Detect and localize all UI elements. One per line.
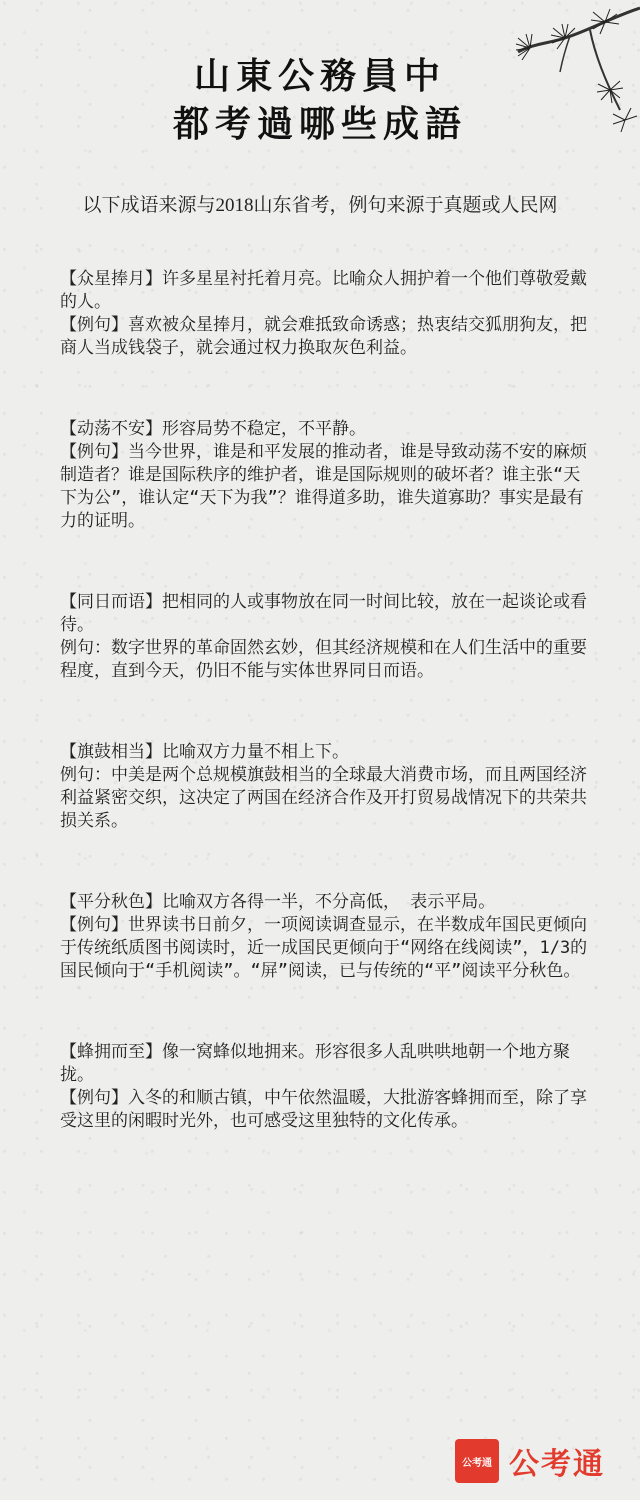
idiom-entry (60, 591, 590, 683)
idiom-entry (60, 891, 590, 983)
idiom-entry (60, 268, 590, 360)
idiom-entry (60, 418, 590, 533)
idiom-entry (60, 741, 590, 833)
title-line-1: 山東公務員中 (193, 55, 446, 97)
idiom-example: 例句：数字世界的革命固然玄妙，但其经济规模和在人们生活中的重要程度，直到今天，仍旧不能与实体世界同日而语。 (60, 638, 587, 681)
idiom-entry (60, 1041, 590, 1133)
intro-text: 以下成语来源与2018山东省考，例句来源于真题或人民网 (82, 195, 558, 216)
idiom-list (60, 268, 590, 1133)
idiom-example: 例句：中美是两个总规模旗鼓相当的全球最大消费市场，而且两国经济利益紧密交织，这决定了两国在经济合作及开打贸易战情况下的共荣共损关系。 (60, 765, 587, 831)
idiom-definition: 【动荡不安】形容局势不稳定，不平静。 (60, 419, 366, 439)
idiom-example: 【例句】世界读书日前夕，一项阅读调查显示，在半数成年国民更倾向于传统纸质图书阅读时，近一成国民更倾向于“网络在线阅读”，1/3的国民倾向于“手机阅读”。“屏”阅读，已与传统的“平”阅读平分秋色。 (60, 915, 588, 981)
idiom-definition: 【同日而语】把相同的人或事物放在同一时间比较，放在一起谈论或看待。 (60, 592, 587, 635)
idiom-definition: 【众星捧月】许多星星衬托着月亮。比喻众人拥护着一个他们尊敬爱戴的人。 (60, 269, 587, 312)
idiom-definition: 【平分秋色】比喻双方各得一半，不分高低， 表示平局。 (60, 892, 496, 912)
logo-badge-icon: 公考通 (455, 1439, 499, 1483)
idiom-example: 【例句】喜欢被众星捧月，就会难抵致命诱惑；热衷结交狐朋狗友，把商人当成钱袋子，就会通过权力换取灰色利益。 (60, 315, 587, 358)
logo-text: 公考通 (509, 1447, 605, 1482)
idiom-definition: 【旗鼓相当】比喻双方力量不相上下。 (60, 742, 349, 762)
brand-logo (455, 1436, 625, 1486)
page-title (0, 52, 640, 148)
idiom-definition: 【蜂拥而至】像一窝蜂似地拥来。形容很多人乱哄哄地朝一个地方聚拢。 (60, 1042, 570, 1085)
idiom-example: 【例句】当今世界，谁是和平发展的推动者，谁是导致动荡不安的麻烦制造者？谁是国际秩序的维护者，谁是国际规则的破坏者？谁主张“天下为公”，谁认定“天下为我”？谁得道多助，谁失道寡助？事实是最有力的证明。 (60, 442, 587, 531)
idiom-example: 【例句】入冬的和顺古镇，中午依然温暖，大批游客蜂拥而至，除了享受这里的闲暇时光外，也可感受这里独特的文化传承。 (60, 1088, 587, 1131)
title-line-2: 都考過哪些成語 (172, 103, 467, 145)
